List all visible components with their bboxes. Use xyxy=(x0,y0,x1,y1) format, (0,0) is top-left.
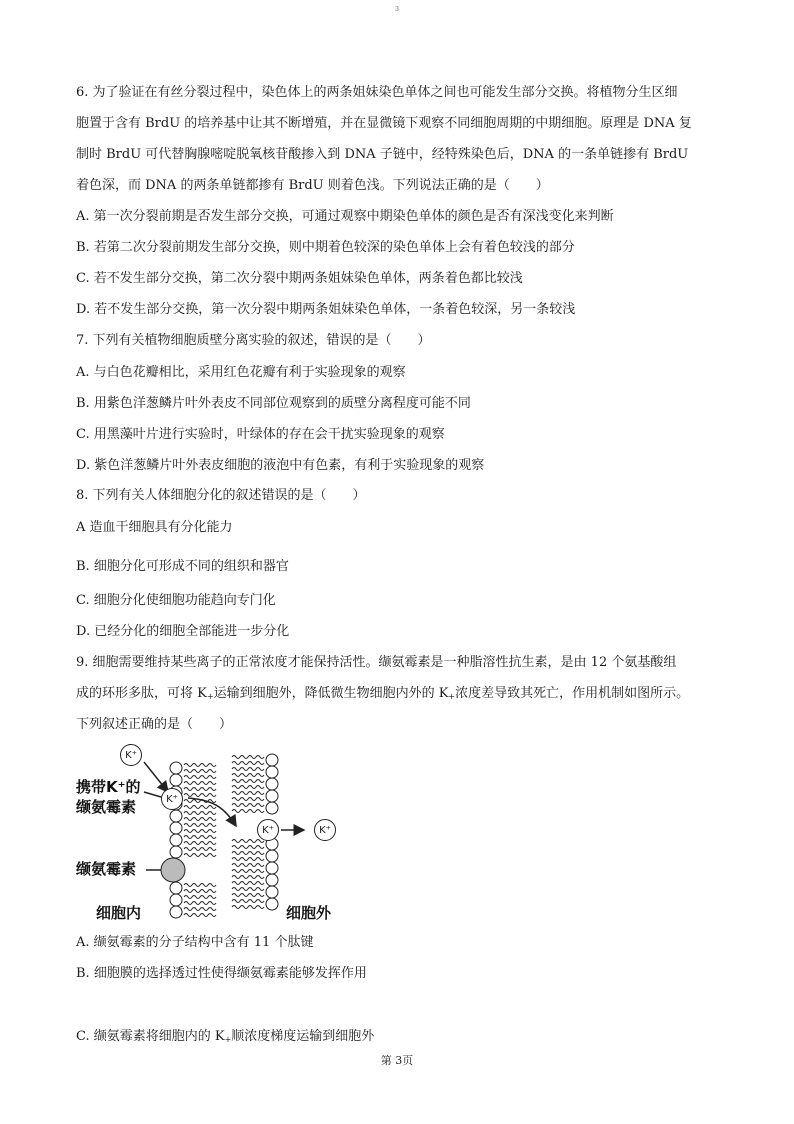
valinomycin-molecule xyxy=(161,858,185,882)
lipid-tail xyxy=(232,786,264,789)
lipid-head xyxy=(266,778,278,790)
lipid-head xyxy=(170,906,182,918)
lipid-tail xyxy=(184,902,216,905)
q9-line2-part-c: 浓度差导致其死亡，作用机制如图所示。 xyxy=(455,686,690,701)
k-superscript: + xyxy=(448,692,456,701)
lipid-tail xyxy=(184,890,216,893)
q6-stem-line-1: 6. 为了验证在有丝分裂过程中，染色体上的两条姐妹染色单体之间也可能发生部分交换。将植物分生区细 xyxy=(76,85,678,100)
lipid-tail xyxy=(184,776,216,779)
lipid-tail xyxy=(232,840,264,843)
lipid-head xyxy=(266,766,278,778)
carrier-pointer xyxy=(144,792,161,797)
q8-stem: 8. 下列有关人体细胞分化的叙述错误的是（ ） xyxy=(76,488,366,503)
lipid-head xyxy=(170,846,182,858)
lipid-tail xyxy=(184,848,216,851)
lipid-head xyxy=(170,774,182,786)
q7-option-c: C. 用黑藻叶片进行实验时，叶绿体的存在会干扰实验现象的观察 xyxy=(76,427,445,442)
q6-option-a: A. 第一次分裂前期是否发生部分交换，可通过观察中期染色单体的颜色是否有深浅变化来判断 xyxy=(76,209,614,224)
label-cell-inside: 细胞内 xyxy=(96,904,142,922)
lipid-tail xyxy=(232,888,264,891)
lipid-head xyxy=(170,882,182,894)
lipid-tail xyxy=(232,852,264,855)
lipid-tail xyxy=(232,864,264,867)
lipid-tail xyxy=(184,884,216,887)
lipid-heads-left xyxy=(170,762,182,918)
lipid-tail xyxy=(184,914,216,917)
k-ion-channel: K⁺ xyxy=(257,819,279,841)
q9-option-b: B. 细胞膜的选择透过性使得缬氨霉素能够发挥作用 xyxy=(76,966,367,981)
k-superscript: + xyxy=(206,692,214,701)
ion-enter-arrow xyxy=(144,762,168,792)
lipid-tail xyxy=(184,782,216,785)
q8-option-c: C. 细胞分化使细胞功能趋向专门化 xyxy=(76,593,276,608)
label-carrier-line-2: 缬氨霉素 xyxy=(76,798,137,816)
lipid-head xyxy=(170,834,182,846)
lipid-tail xyxy=(232,774,264,777)
q9-stem-line-3: 下列叙述正确的是（ ） xyxy=(76,717,233,732)
page-mark: 3 xyxy=(395,6,399,13)
q9-option-c-part-b: 顺浓度梯度运输到细胞外 xyxy=(231,1029,375,1044)
k-ion-outside: K⁺ xyxy=(314,819,336,841)
lipid-tail xyxy=(184,842,216,845)
q7-option-b: B. 用紫色洋葱鳞片叶外表皮不同部位观察到的质壁分离程度可能不同 xyxy=(76,396,471,411)
lipid-head xyxy=(266,874,278,886)
lipid-tail xyxy=(232,870,264,873)
lipid-head xyxy=(266,850,278,862)
lipid-tail xyxy=(232,858,264,861)
q7-option-a: A. 与白色花瓣相比，采用红色花瓣有利于实验现象的观察 xyxy=(76,365,406,380)
label-valinomycin: 缬氨霉素 xyxy=(76,860,137,878)
lipid-tails-left xyxy=(184,764,216,917)
lipid-tail xyxy=(232,876,264,879)
q6-option-d: D. 若不发生部分交换，第一次分裂中期两条姐妹染色单体，一条着色较深，另一条较浅 xyxy=(76,302,576,317)
lipid-tail xyxy=(232,882,264,885)
q8-option-a: A 造血干细胞具有分化能力 xyxy=(76,520,233,535)
q8-option-b: B. 细胞分化可形成不同的组织和器官 xyxy=(76,559,289,574)
lipid-head xyxy=(266,754,278,766)
k-superscript: + xyxy=(224,1035,232,1044)
lipid-head xyxy=(266,790,278,802)
lipid-head xyxy=(266,802,278,814)
lipid-tail xyxy=(184,770,216,773)
lipid-head xyxy=(170,894,182,906)
lipid-head xyxy=(266,862,278,874)
lipid-tail xyxy=(232,804,264,807)
label-cell-outside: 细胞外 xyxy=(286,904,332,922)
k-ion-inside: K⁺ xyxy=(120,744,142,766)
lipid-tail xyxy=(184,854,216,857)
valinomycin-mechanism-figure xyxy=(76,740,376,930)
q6-stem-line-2: 胞置于含有 BrdU 的培养基中让其不断增殖，并在显微镜下观察不同细胞周期的中期细胞。原理是 DNA 复 xyxy=(76,116,692,131)
label-carrier-line-1: 携带K⁺的 xyxy=(76,778,141,796)
lipid-tail xyxy=(184,806,216,809)
lipid-tail xyxy=(232,798,264,801)
lipid-tail xyxy=(184,812,216,815)
q8-option-d: D. 已经分化的细胞全部能进一步分化 xyxy=(76,624,290,639)
q6-stem-line-3: 制时 BrdU 可代替胸腺嘧啶脱氧核苷酸掺入到 DNA 子链中，经特殊染色后，DNA 的一条单链掺有 BrdU xyxy=(76,147,689,162)
lipid-tail xyxy=(232,894,264,897)
lipid-head xyxy=(170,810,182,822)
q9-option-c-part-a: C. 缬氨霉素将细胞内的 K xyxy=(76,1029,225,1044)
q6-stem-line-4: 着色深，而 DNA 的两条单链都掺有 BrdU 则着色浅。下列说法正确的是（ ） xyxy=(76,178,549,193)
lipid-tail xyxy=(232,780,264,783)
lipid-tail xyxy=(232,792,264,795)
q9-option-c xyxy=(76,1028,726,1049)
lipid-tail xyxy=(184,908,216,911)
lipid-tail xyxy=(232,768,264,771)
q6-option-c: C. 若不发生部分交换，第二次分裂中期两条姐妹染色单体，两条着色都比较浅 xyxy=(76,271,523,286)
lipid-head xyxy=(266,898,278,910)
lipid-head xyxy=(170,822,182,834)
lipid-tail xyxy=(232,810,264,813)
k-ion-carried: K⁺ xyxy=(161,788,183,810)
lipid-tail xyxy=(232,900,264,903)
lipid-tail xyxy=(232,906,264,909)
lipid-tail xyxy=(232,762,264,765)
lipid-head xyxy=(266,886,278,898)
lipid-tail xyxy=(184,794,216,797)
lipid-head xyxy=(170,762,182,774)
q6-option-b: B. 若第二次分裂前期发生部分交换，则中期着色较深的染色单体上会有着色较浅的部分 xyxy=(76,240,575,255)
q7-stem: 7. 下列有关植物细胞质壁分离实验的叙述，错误的是（ ） xyxy=(76,333,431,348)
q7-option-d: D. 紫色洋葱鳞片叶外表皮细胞的液泡中有色素，有利于实验现象的观察 xyxy=(76,458,485,473)
lipid-tail xyxy=(184,824,216,827)
lipid-tail xyxy=(184,764,216,767)
lipid-tail xyxy=(184,836,216,839)
q9-line2-part-a: 成的环形多肽，可将 K xyxy=(76,686,207,701)
q9-option-a: A. 缬氨霉素的分子结构中含有 11 个肽键 xyxy=(76,935,314,950)
lipid-tail xyxy=(184,896,216,899)
q9-line2-part-b: 运输到细胞外，降低微生物细胞内外的 K xyxy=(213,686,449,701)
lipid-tail xyxy=(232,846,264,849)
lipid-tail xyxy=(184,830,216,833)
lipid-tail xyxy=(184,818,216,821)
q9-stem-line-1: 9. 细胞需要维持某些离子的正常浓度才能保持活性。缬氨霉素是一种脂溶性抗生素，是由 12 个氨基酸组 xyxy=(76,655,677,670)
q9-stem-line-2 xyxy=(76,685,726,706)
lipid-tail xyxy=(184,788,216,791)
lipid-tail xyxy=(232,756,264,759)
page-footer: 第 3页 xyxy=(380,1054,414,1067)
